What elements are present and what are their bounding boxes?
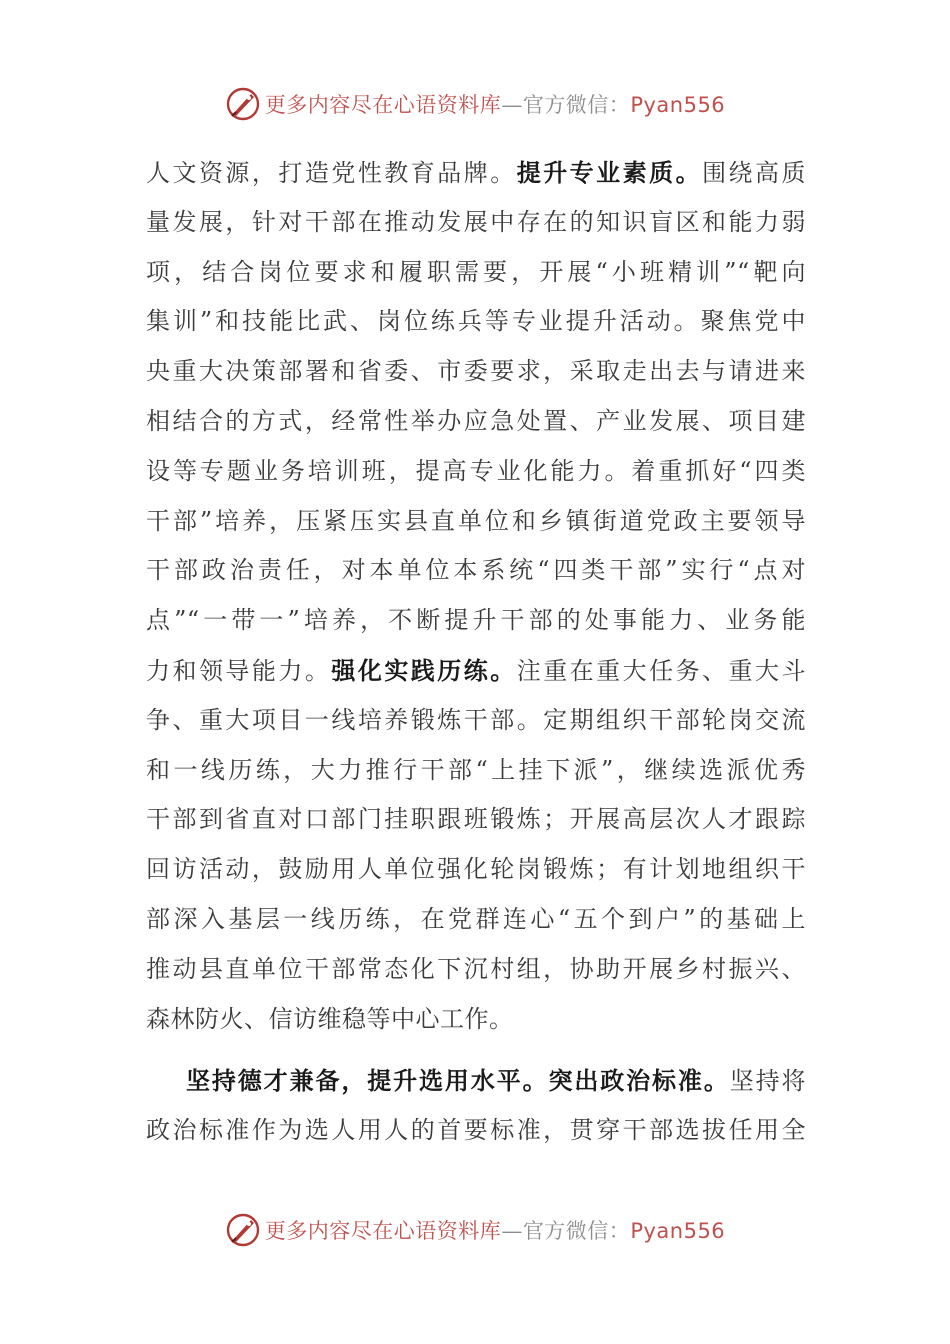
quill-logo-icon [225, 1212, 261, 1248]
text-segment: 干部”培养，压紧压实县直单位和乡镇街道党政主要领导 [146, 506, 806, 535]
text-segment: 设等专题业务培训班，提高专业化能力。着重抓好“四类 [146, 456, 806, 485]
text-line [146, 397, 806, 447]
text-segment: 项，结合岗位要求和履职需要，开展“小班精训”“靶向 [146, 257, 806, 286]
text-segment: 回访活动，鼓励用人单位强化轮岗锻炼；有计划地组织干 [146, 855, 806, 884]
banner-title: 更多内容尽在心语资料库 [264, 1219, 502, 1243]
text-segment: 森林防火、信访维稳等中心工作。 [146, 1004, 514, 1033]
text-line [146, 546, 806, 596]
text-line [146, 945, 806, 995]
bold-heading: 提升专业素质。 [516, 158, 703, 187]
text-segment: 坚持将 [729, 1067, 807, 1096]
footer-watermark [0, 1210, 950, 1250]
text-line: 政治标准作为选人用人的首要标准，贯穿干部选拔任用全 [146, 1116, 806, 1145]
text-line [146, 248, 806, 298]
banner-label: —官方微信： [501, 1219, 631, 1243]
text-line [146, 447, 806, 497]
bold-heading: 坚持德才兼备，提升选用水平。突出政治标准。 [186, 1066, 730, 1096]
text-segment: 注重在重大任务、重大斗 [516, 656, 807, 685]
text-line [146, 198, 806, 248]
quill-logo-icon [225, 86, 261, 122]
banner-label: —官方微信： [501, 93, 631, 117]
text-line [146, 795, 806, 845]
text-segment: 部深入基层一线历练，在党群连心“五个到户”的基础上 [146, 904, 806, 933]
text-line [146, 646, 806, 696]
text-segment: 央重大决策部署和省委、市委要求，采取走出去与请进来 [146, 357, 806, 386]
text-line [146, 1056, 806, 1106]
banner-title: 更多内容尽在心语资料库 [264, 93, 502, 117]
text-line [146, 497, 806, 547]
text-segment: 力和领导能力。 [146, 656, 332, 685]
text-segment: 干部到省直对口部门挂职跟班锻炼；开展高层次人才跟踪 [146, 805, 806, 834]
text-line [146, 347, 806, 397]
header-watermark [0, 84, 950, 124]
text-line [146, 746, 806, 796]
text-line [146, 895, 806, 945]
paragraph-1 [146, 148, 806, 1044]
text-line [146, 696, 806, 746]
paragraph-2 [146, 1056, 806, 1156]
document-body [146, 148, 806, 1156]
text-segment: 人文资源，打造党性教育品牌。 [146, 159, 517, 187]
text-segment: 量发展，针对干部在推动发展中存在的知识盲区和能力弱 [146, 207, 806, 236]
text-segment: 和一线历练，大力推行干部“上挂下派”，继续选派优秀 [146, 755, 806, 784]
text-segment: 集训”和技能比武、岗位练兵等专业提升活动。聚焦党中 [146, 307, 806, 336]
banner-wechat-id: Pyan556 [630, 93, 726, 117]
text-line [146, 148, 806, 198]
banner-wechat-id: Pyan556 [630, 1219, 726, 1243]
text-line [146, 995, 806, 1045]
text-segment: 推动县直单位干部常态化下沉村组，协助开展乡村振兴、 [146, 954, 806, 983]
text-line [146, 845, 806, 895]
text-segment: 围绕高质 [702, 159, 807, 187]
text-segment: 干部政治责任，对本单位本系统“四类干部”实行“点对 [146, 556, 806, 585]
bold-heading: 强化实践历练。 [331, 655, 517, 685]
text-segment: 相结合的方式，经常性举办应急处置、产业发展、项目建 [146, 406, 806, 435]
text-segment: 争、重大项目一线培养锻炼干部。定期组织干部轮岗交流 [146, 705, 806, 734]
text-segment: 点”“一带一”培养，不断提升干部的处事能力、业务能 [146, 606, 806, 635]
text-line [146, 297, 806, 347]
text-line [146, 596, 806, 646]
